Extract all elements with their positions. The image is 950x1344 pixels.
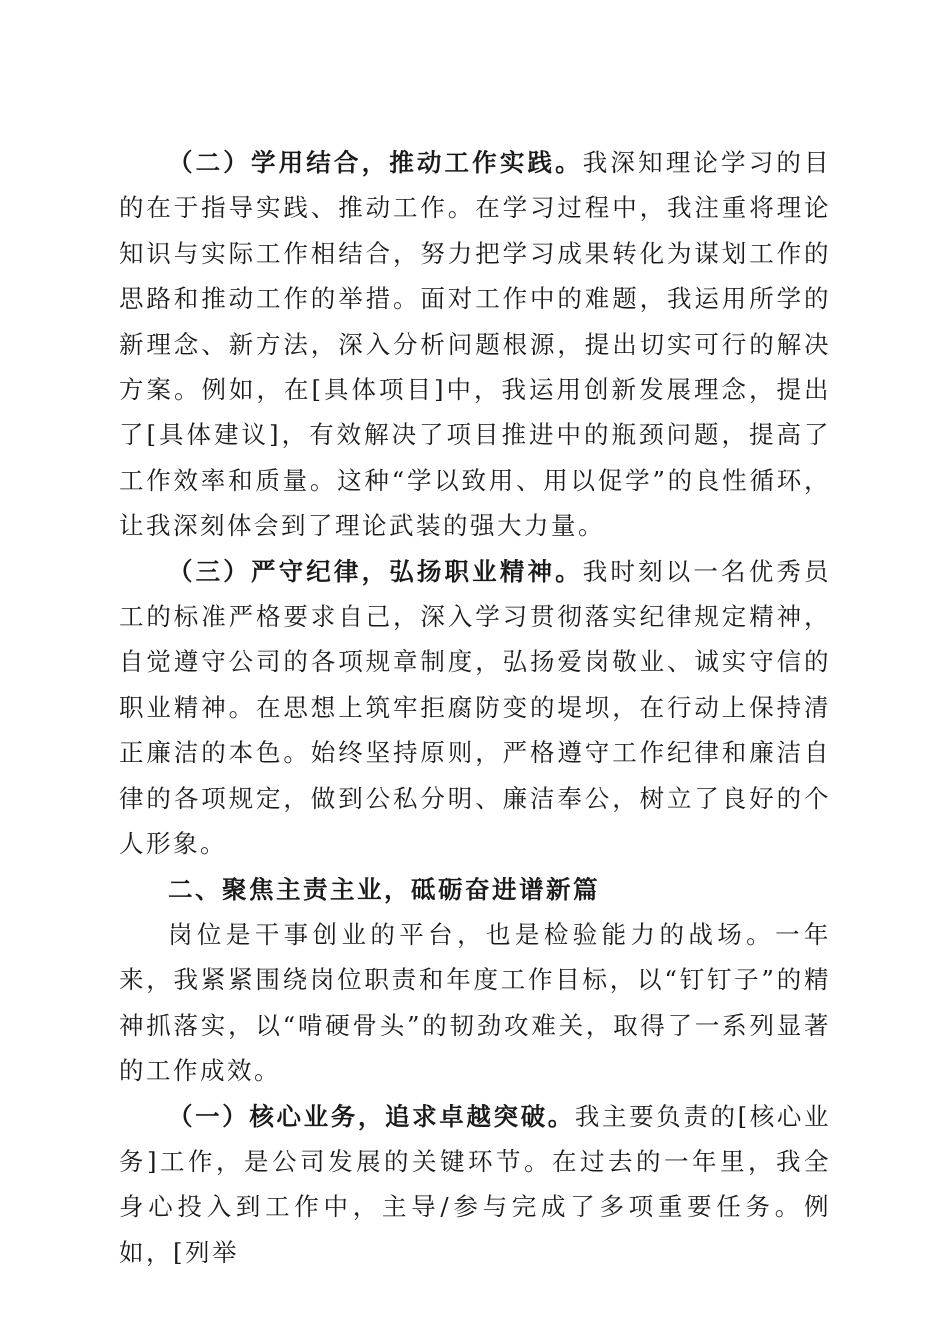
paragraph-text: 我时刻以一名优秀员工的标准严格要求自己，深入学习贯彻落实纪律规定精神，自觉遵守公司的各项规章制度，弘扬爱岗敬业、诚实守信的职业精神。在思想上筑牢拒腐防变的堤坝，在行动上保持清正廉洁的本色。始终坚持原则，严格遵守工作纪律和廉洁自律的各项规定，做到公私分明、廉洁奉公，树立了良好的个人形象。 bbox=[119, 556, 831, 859]
paragraph-lead: （三）严守纪律，弘扬职业精神。 bbox=[168, 556, 583, 586]
section-intro-paragraph: 岗位是干事创业的平台，也是检验能力的战场。一年来，我紧紧围绕岗位职责和年度工作目标，以“钉钉子”的精神抓落实，以“啃硬骨头”的韧劲攻难关，取得了一系列显著的工作成效。 bbox=[119, 919, 831, 1086]
paragraph-text: 我深知理论学习的目的在于指导实践、推动工作。在学习过程中，我注重将理论知识与实际工作相结合，努力把学习成果转化为谋划工作的思路和推动工作的举措。面对工作中的难题，我运用所学的新理念、新方法，深入分析问题根源，提出切实可行的解决方案。例如，在[具体项目]中，我运用创新发展理念，提出了[具体建议]，有效解决了项目推进中的瓶颈问题，提高了工作效率和质量。这种“学以致用、用以促学”的良性循环，让我深刻体会到了理论武装的强大力量。 bbox=[119, 148, 831, 541]
paragraph-text: 我主要负责的[核心业务]工作，是公司发展的关键环节。在过去的一年里，我全身心投入到工作中，主导/参与完成了多项重要任务。例如，[列举 bbox=[119, 1101, 832, 1267]
paragraph-lead: （二）学用结合，推动工作实践。 bbox=[168, 148, 583, 177]
document-body bbox=[119, 140, 831, 1275]
paragraph-core-business bbox=[119, 1094, 831, 1276]
paragraph-discipline bbox=[119, 549, 831, 867]
paragraph-lead: （一）核心业务，追求卓越突破。 bbox=[168, 1101, 575, 1131]
paragraph-study-practice bbox=[119, 140, 831, 549]
section-heading: 二、聚焦主责主业，砥砺奋进谱新篇 bbox=[168, 874, 600, 904]
